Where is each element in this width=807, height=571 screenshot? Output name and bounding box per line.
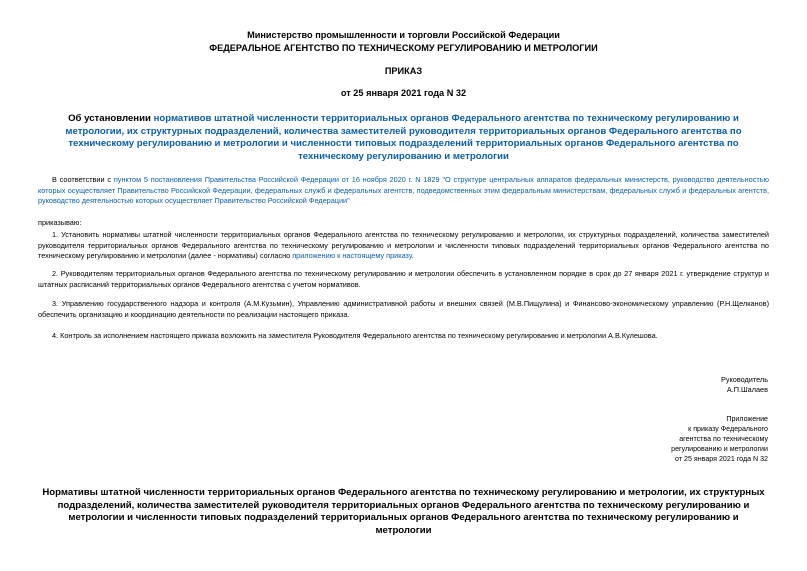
- item-1: [38, 230, 769, 262]
- item-4: 4. Контроль за исполнением настоящего приказа возложить на заместителя Руководителя Федерального агентства по техническому регулированию и метрологии А.В.Кулешова.: [52, 331, 658, 340]
- item-1-end: .: [411, 251, 414, 261]
- agency-name: ФЕДЕРАЛЬНОЕ АГЕНТСТВО ПО ТЕХНИЧЕСКОМУ РЕГУЛИРОВАНИЮ И МЕТРОЛОГИИ: [209, 43, 598, 53]
- appendix-line-2: к приказу Федерального: [688, 425, 768, 433]
- order-title-prefix: Об установлении: [68, 113, 154, 124]
- appendix-line-5: от 25 января 2021 года N 32: [675, 455, 768, 463]
- appendix-title: Нормативы штатной численности территориальных органов Федерального агентства по техническому регулированию и метрологии, их структурных подразделений, количества заместителей руководителя территориальных органов Федерального агентства по техническому регулированию и метрологии и численности типовых подразделений территориальных органов Федерального агентства по техническому регулированию и метрологии: [42, 487, 765, 536]
- preamble-decree-link[interactable]: пунктом 5 постановления Правительства Российской Федерации от 16 ноября 2020 г. N 1829 "О структуре центральных аппаратов федеральных министерств, руководство деятельностью которых осуществляет Правительство Российской Федерации, федеральных служб и федеральных агентств, подведомственных этим федеральным министерствам, федеральных служб и федеральных агентств, руководство деятельностью которых осуществляет Правительство Российской Федерации": [38, 175, 769, 206]
- appendix-line-1: Приложение: [726, 415, 768, 423]
- document-type: ПРИКАЗ: [384, 66, 423, 76]
- appendix-line-4: регулированию и метрологии: [671, 445, 768, 453]
- ministry-name: Министерство промышленности и торговли Российской Федерации: [247, 30, 560, 40]
- order-word: приказываю:: [38, 218, 82, 227]
- appendix-line-3: агентства по техническому: [679, 435, 768, 443]
- item-2: 2. Руководителям территориальных органов Федерального агентства по техническому регулированию и метрологии обеспечить в установленном порядке в срок до 27 января 2021 г. утверждение структур и штатных расписаний территориальных органов Федерального агентства с учетом нормативов.: [38, 269, 769, 289]
- order-title: [45, 113, 762, 163]
- order-title-link[interactable]: нормативов штатной численности территориальных органов Федерального агентства по техническому регулированию и метрологии, их структурных подразделений, количества заместителей руководителя территориальных органов Федерального агентства по техническому регулированию и метрологии и численности типовых подразделений территориальных органов Федерального агентства по техническому регулированию и метрологии: [65, 113, 742, 162]
- appendix-link[interactable]: приложению к настоящему приказу: [292, 251, 412, 261]
- document-date-number: от 25 января 2021 года N 32: [340, 88, 467, 98]
- item-3: 3. Управлению государственного надзора и контроля (А.М.Кузьмин), Управлению административной работы и внешних связей (М.В.Пищулина) и Финансово-экономическому управлению (Р.Н.Щелканов) обеспечить организацию и координацию деятельности по реализации настоящего приказа.: [38, 299, 769, 319]
- preamble-prefix: В соответствии с: [52, 175, 114, 184]
- item-1-text: 1. Установить нормативы штатной численности территориальных органов Федерального агентства по техническому регулированию и метрологии, их структурных подразделений, количества заместителей руководителя территориальных органов Федерального агентства по техническому регулированию и метрологии и численности типовых подразделений территориальных органов Федерального агентства по техническому регулированию и метрологии (далее - нормативы) согласно: [38, 230, 769, 261]
- preamble: [38, 175, 769, 207]
- signature-name: А.П.Шалаев: [726, 385, 768, 394]
- signature-position: Руководитель: [720, 375, 768, 384]
